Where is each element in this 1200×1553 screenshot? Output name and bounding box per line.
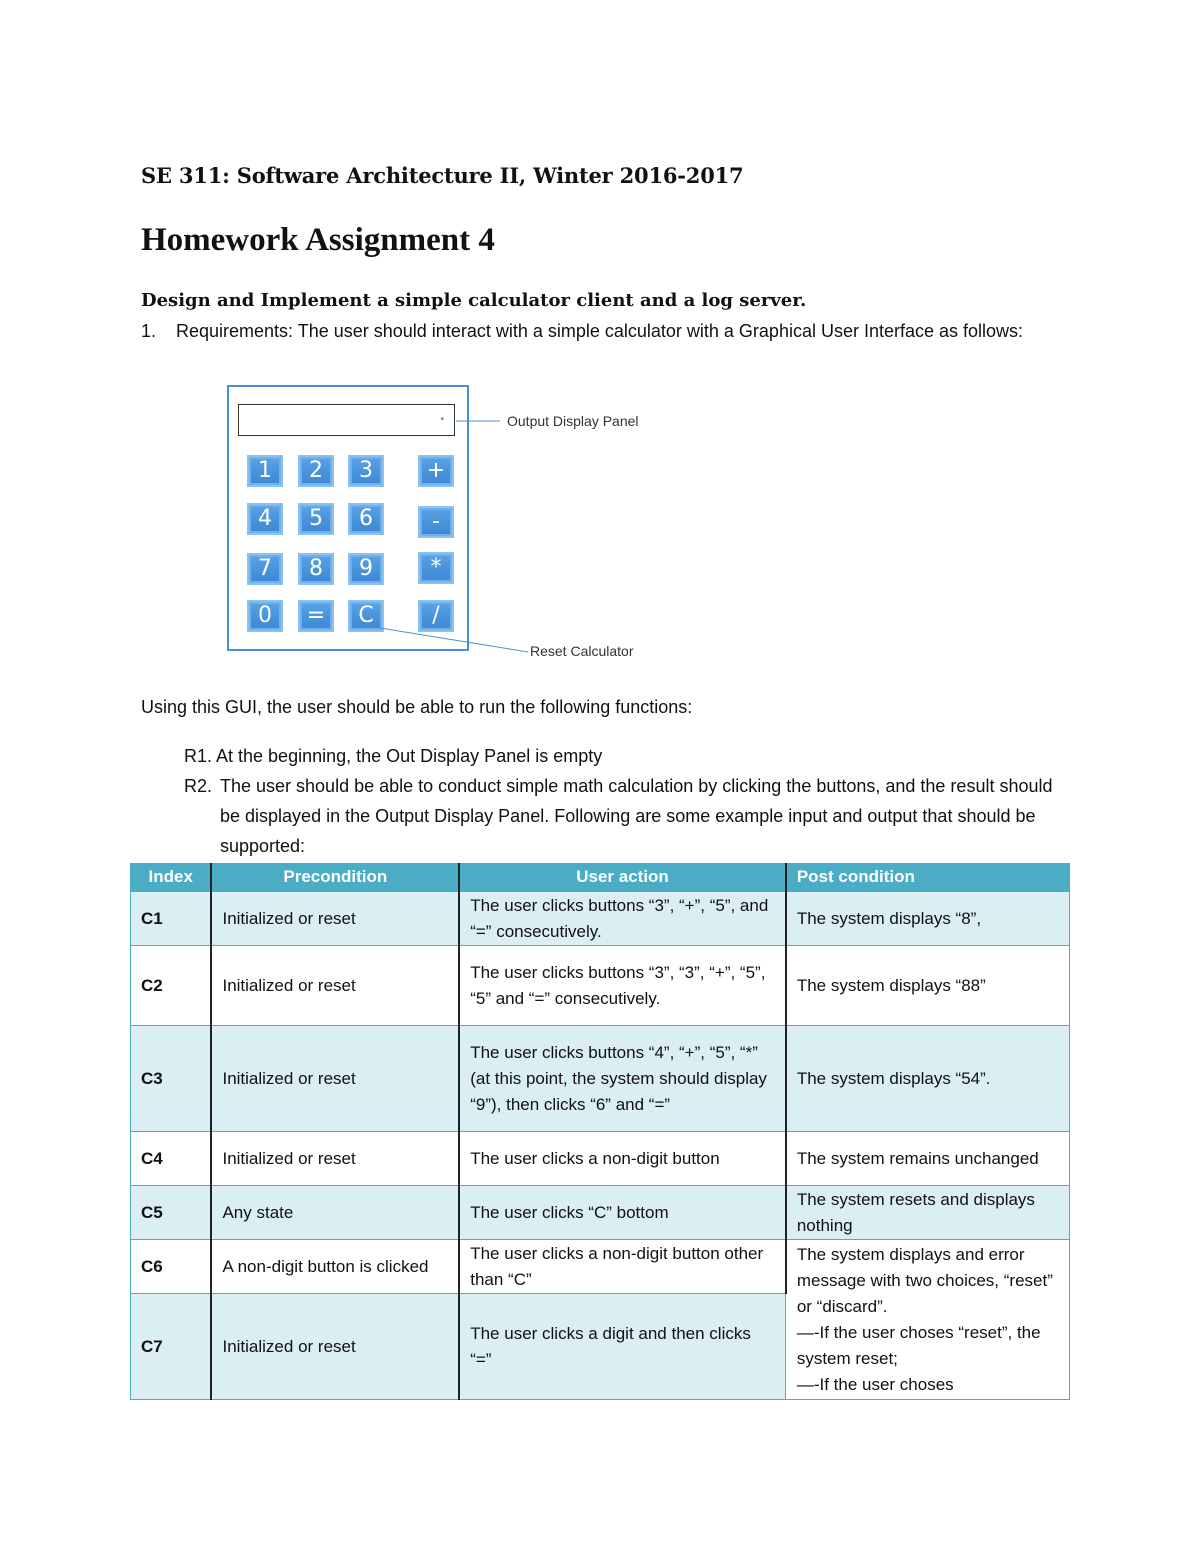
row-post-condition: The system displays “54”. <box>786 1026 1070 1132</box>
row-user-action: The user clicks buttons “4”, “+”, “5”, “*” (at this point, the system should display “9”), then clicks “6” and “=” <box>459 1026 786 1132</box>
row-precondition: Any state <box>211 1186 459 1240</box>
key-multiply: * <box>418 552 454 584</box>
requirement-text: Requirements: The user should interact with a simple calculator with a Graphical User Interface as follows: <box>176 321 1024 341</box>
row-post-condition: The system resets and displays nothing <box>786 1186 1070 1240</box>
key-equals: = <box>298 600 334 632</box>
c6-post-text: The system displays and error message with two choices, “reset” or “discard”. <box>796 1245 1053 1316</box>
row-user-action: The user clicks buttons “3”, “+”, “5”, and “=” consecutively. <box>459 892 786 946</box>
key-0: 0 <box>247 600 283 632</box>
header-post-condition: Post condition <box>786 863 1070 892</box>
row-precondition: Initialized or reset <box>211 1132 459 1186</box>
key-6: 6 <box>348 503 384 535</box>
key-clear: C <box>348 600 384 632</box>
header-precondition: Precondition <box>211 863 459 892</box>
r2-text: The user should be able to conduct simple math calculation by clicking the buttons, and the result should be displayed in the Output Display Panel. Following are some example input and output that should be supported: <box>220 776 1053 856</box>
row-user-action: The user clicks buttons “3”, “3”, “+”, “5”, “5” and “=” consecutively. <box>459 946 786 1026</box>
table-row <box>131 1240 1070 1294</box>
table-row <box>131 892 1070 946</box>
key-8: 8 <box>298 553 334 585</box>
row-precondition: Initialized or reset <box>211 1294 459 1400</box>
key-5: 5 <box>298 503 334 535</box>
key-divide: / <box>418 600 454 632</box>
callout-lines <box>0 0 1200 700</box>
assignment-subtitle: Design and Implement a simple calculator client and a log server. <box>141 290 807 311</box>
key-9: 9 <box>348 553 384 585</box>
callout-reset-label: Reset Calculator <box>530 643 634 659</box>
row-index: C3 <box>131 1026 212 1132</box>
c7-post-extra: —-If the user choses <box>796 1375 954 1394</box>
row-user-action: The user clicks “C” bottom <box>459 1186 786 1240</box>
requirement-r1: R1. At the beginning, the Out Display Panel is empty <box>184 746 603 766</box>
key-2: 2 <box>298 455 334 487</box>
row-post-condition: The system displays “88” <box>786 946 1070 1026</box>
row-post-condition <box>786 1240 1070 1400</box>
c7-post-text: —-If the user choses “reset”, the system reset; <box>796 1323 1041 1368</box>
table-row <box>131 946 1070 1026</box>
row-post-condition: The system displays “8”, <box>786 892 1070 946</box>
r2-label: R2. <box>184 776 213 796</box>
row-precondition: A non-digit button is clicked <box>211 1240 459 1294</box>
row-post-condition: The system remains unchanged <box>786 1132 1070 1186</box>
key-plus: + <box>418 455 454 487</box>
row-user-action: The user clicks a digit and then clicks “=” <box>459 1294 786 1400</box>
header-index: Index <box>131 863 212 892</box>
requirement-r2 <box>184 771 1064 861</box>
row-index: C6 <box>131 1240 212 1294</box>
row-index: C5 <box>131 1186 212 1240</box>
row-index: C1 <box>131 892 212 946</box>
table-row <box>131 1026 1070 1132</box>
table-row <box>131 1132 1070 1186</box>
list-number: 1. <box>141 321 157 341</box>
table-header-row <box>131 863 1070 892</box>
row-user-action: The user clicks a non-digit button <box>459 1132 786 1186</box>
course-heading: SE 311: Software Architecture II, Winter 2016-2017 <box>141 163 744 188</box>
callout-display-label: Output Display Panel <box>507 413 639 429</box>
page-title: Homework Assignment 4 <box>141 222 495 258</box>
key-minus: - <box>418 506 454 538</box>
key-3: 3 <box>348 455 384 487</box>
test-case-table <box>130 863 1070 1400</box>
key-4: 4 <box>247 503 283 535</box>
table-row <box>131 1186 1070 1240</box>
display-marker: • <box>440 414 444 425</box>
row-precondition: Initialized or reset <box>211 892 459 946</box>
header-user-action: User action <box>459 863 786 892</box>
key-7: 7 <box>247 553 283 585</box>
row-index: C2 <box>131 946 212 1026</box>
key-1: 1 <box>247 455 283 487</box>
row-index: C4 <box>131 1132 212 1186</box>
intro-text: Using this GUI, the user should be able to run the following functions: <box>141 697 693 717</box>
row-user-action: The user clicks a non-digit button other than “C” <box>459 1240 786 1294</box>
row-index: C7 <box>131 1294 212 1400</box>
row-precondition: Initialized or reset <box>211 946 459 1026</box>
row-precondition: Initialized or reset <box>211 1026 459 1132</box>
